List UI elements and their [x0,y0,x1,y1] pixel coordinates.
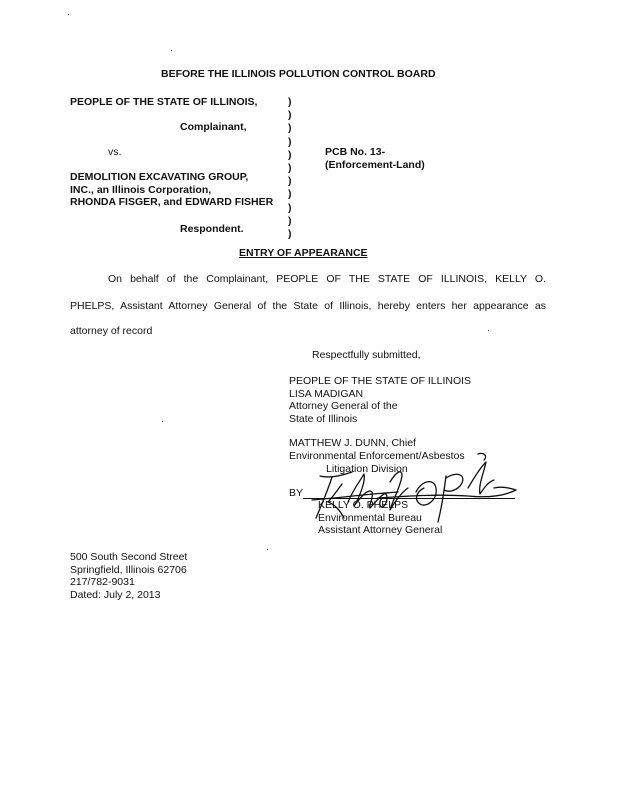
scan-speck [171,50,172,51]
chief-line: Environmental Enforcement/Asbestos [289,449,465,462]
plaintiff-role: Complainant, [180,121,247,133]
scan-speck [488,330,489,331]
signer-line: KELLY O. PHELPS [318,499,409,511]
address-line: Springfield, Illinois 62706 [70,563,187,576]
address-block [70,551,187,601]
scan-speck [267,549,268,550]
versus-label: vs. [108,146,122,158]
case-number: PCB No. 13- [325,146,386,158]
case-number-block [325,146,425,171]
body-line: attorney of record [70,325,153,337]
party-line: PEOPLE OF THE STATE OF ILLINOIS [289,375,472,387]
signer-line: Assistant Attorney General [318,524,443,537]
defendant-line: INC., an Illinois Corporation, [70,183,212,196]
plaintiff-name: PEOPLE OF THE STATE OF ILLINOIS, [70,96,258,108]
division-label: Litigation Division [326,463,408,475]
defendant-role: Respondent. [180,223,244,235]
address-line: 500 South Second Street [70,551,188,563]
address-line: 217/782-9031 [70,576,135,589]
body-line: PHELPS, Assistant Attorney General of the State of Illinois, hereby enters her appearance as [70,300,546,312]
closing: Respectfully submitted, [312,349,421,361]
caption-separator: ) ) ) ) ) ) ) ) ) ) ) [288,96,292,240]
defendant-names [70,171,273,209]
scan-speck [162,421,163,422]
defendant-line: RHONDA FISGER, and EDWARD FISHER [70,196,274,209]
handwritten-signature [298,448,520,528]
party-block [289,375,471,425]
party-line: Attorney General of the [289,400,398,413]
chief-line: MATTHEW J. DUNN, Chief [289,437,416,449]
party-line: LISA MADIGAN [289,387,364,400]
document-heading: ENTRY OF APPEARANCE [239,247,368,259]
signer-line: Environmental Bureau [318,511,422,524]
scan-speck [68,14,69,15]
by-label: BY [289,487,304,499]
body-line: On behalf of the Complainant, PEOPLE OF THE STATE OF ILLINOIS, KELLY O. [108,273,546,285]
board-title: BEFORE THE ILLINOIS POLLUTION CONTROL BOARD [161,68,436,80]
defendant-line: DEMOLITION EXCAVATING GROUP, [70,171,249,183]
case-type: (Enforcement-Land) [325,158,425,171]
party-line: State of Illinois [289,412,358,425]
date-line: Dated: July 2, 2013 [70,588,161,601]
